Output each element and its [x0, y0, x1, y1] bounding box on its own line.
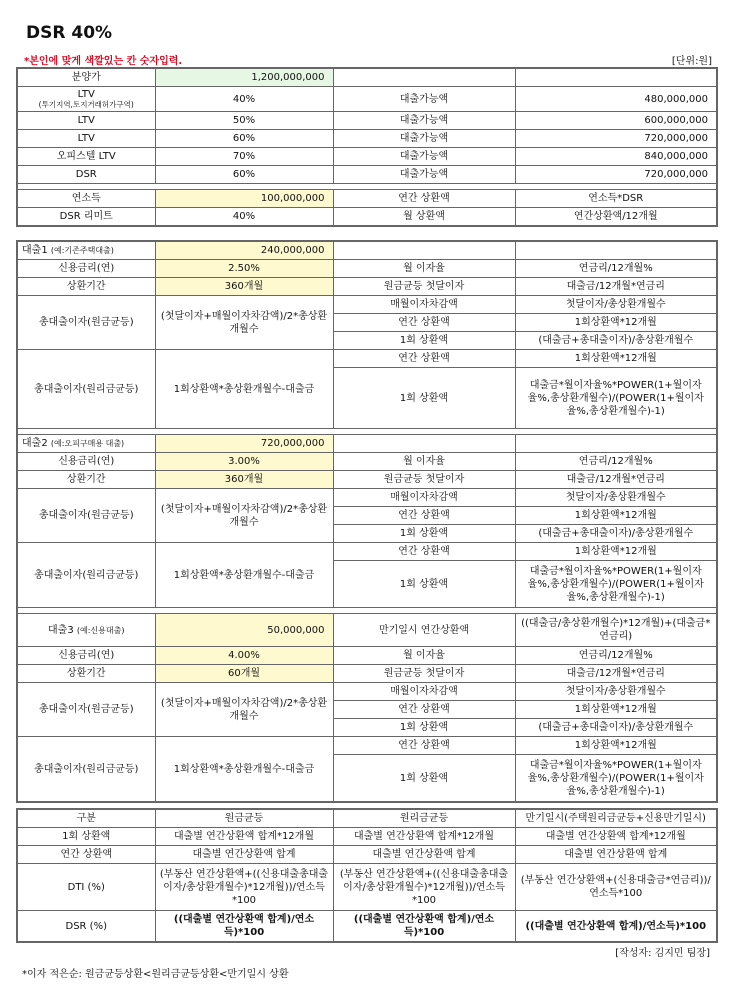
ltv2-key: 대출가능액 [333, 112, 515, 130]
loan1-ea-v2: 대출금*월이자율%*POWER(1+월이자율%,총상환개월수)/(POWER(1+월이자율%,총상환개월수)-1) [515, 368, 717, 429]
ltv3-key: 대출가능액 [333, 130, 515, 148]
unit-label: [단위:원] [671, 56, 712, 67]
author-note: [작성자: 김지민 팀장] [615, 948, 710, 959]
loan3-ea-v1: 1회상환액*12개월 [515, 737, 717, 755]
loan1-sublabel: (예:기존주택대출) [50, 246, 114, 255]
loan2-ea-formula: 1회상환액*총상환개월수-대출금 [155, 543, 333, 608]
summary-header-bullet: 만기일시(주택원리금균등+신용만기일시) [515, 809, 717, 828]
loan3-bullet-formula: ((대출금/총상환개월수)*12개월)+(대출금*연금리) [515, 614, 717, 647]
summary-r1-label: 1회 상환액 [17, 828, 155, 846]
loan1-monthly-rate-key: 월 이자율 [333, 260, 515, 278]
ltv1-value: 480,000,000 [515, 87, 717, 112]
annual-repay-formula: 연소득*DSR [515, 190, 717, 208]
loan2-ep-v3: (대출금+총대출이자)/총상환개월수 [515, 525, 717, 543]
loan1-term-label: 상환기간 [17, 278, 155, 296]
summary-header-category: 구분 [17, 809, 155, 828]
loan1-rate-label: 신용금리(연) [17, 260, 155, 278]
summary-dsr-c3: ((대출별 연간상환액 합계)/연소득)*100 [515, 911, 717, 943]
loan2-rate-input[interactable]: 3.00% [155, 453, 333, 471]
loan3-ep-k2: 연간 상환액 [333, 701, 515, 719]
summary-dti-c3: (부동산 연간상환액+(신용대출금*연금리))/연소득*100 [515, 864, 717, 911]
loan1-label-cell [17, 241, 155, 260]
loan3-amount-input[interactable]: 50,000,000 [155, 614, 333, 647]
loan3-ea-label: 총대출이자(원리금균등) [17, 737, 155, 803]
interest-order-note: *이자 적은순: 원금균등상환<원리금균등상환<만기일시 상환 [22, 969, 289, 980]
loan3-ep-formula: (첫달이자+매월이자차감액)/2*총상환개월수 [155, 683, 333, 737]
loan2-ep-k1: 매월이자차감액 [333, 489, 515, 507]
ltv1-sublabel: (투기지역,토지거래허가구역) [38, 99, 134, 109]
ltv2-rate: 50% [155, 112, 333, 130]
loan3-term-label: 상환기간 [17, 665, 155, 683]
ltv3-value: 720,000,000 [515, 130, 717, 148]
summary-r2-c1: 대출별 연간상환액 합계 [155, 846, 333, 864]
loans-table [16, 240, 718, 803]
loan2-ep-k2: 연간 상환액 [333, 507, 515, 525]
loan2-ep-k3: 1회 상환액 [333, 525, 515, 543]
loan3-ep-v2: 1회상환액*12개월 [515, 701, 717, 719]
loan3-ep-k3: 1회 상환액 [333, 719, 515, 737]
loan2-monthly-rate-formula: 연금리/12개월% [515, 453, 717, 471]
summary-r2-c3: 대출별 연간상환액 합계 [515, 846, 717, 864]
loan3-monthly-rate-key: 월 이자율 [333, 647, 515, 665]
income-input[interactable]: 100,000,000 [155, 190, 333, 208]
loan2-ea-v1: 1회상환액*12개월 [515, 543, 717, 561]
loan2-ea-k1: 연간 상환액 [333, 543, 515, 561]
ltv4-label: 오피스텔 LTV [17, 148, 155, 166]
dsr-label: DSR [17, 166, 155, 184]
loan2-ea-k2: 1회 상환액 [333, 561, 515, 608]
dsr-rate: 60% [155, 166, 333, 184]
summary-dti-label: DTI (%) [17, 864, 155, 911]
dsr-limit-value: 40% [155, 208, 333, 227]
loan1-ep-v1: 첫달이자/총상환개월수 [515, 296, 717, 314]
page-title: DSR 40% [26, 23, 113, 43]
summary-r2-c2: 대출별 연간상환액 합계 [333, 846, 515, 864]
loan1-ep-label: 총대출이자(원금균등) [17, 296, 155, 350]
bunyang-label: 분양가 [17, 68, 155, 87]
loan2-sublabel: (예:오피구매용 대출) [50, 439, 125, 448]
loan3-ea-k1: 연간 상환액 [333, 737, 515, 755]
ltv4-rate: 70% [155, 148, 333, 166]
loan3-ep-v1: 첫달이자/총상환개월수 [515, 683, 717, 701]
loan3-rate-input[interactable]: 4.00% [155, 647, 333, 665]
summary-header-equal-installment: 원리금균등 [333, 809, 515, 828]
loan3-term-input[interactable]: 60개월 [155, 665, 333, 683]
loan2-label-cell [17, 435, 155, 453]
ltv1-label: LTV [77, 88, 95, 100]
loan2-rate-label: 신용금리(연) [17, 453, 155, 471]
ltv4-value: 840,000,000 [515, 148, 717, 166]
monthly-repay-key: 월 상환액 [333, 208, 515, 227]
loan3-ep-v3: (대출금+총대출이자)/총상환개월수 [515, 719, 717, 737]
loan1-first-interest-key: 원금균등 첫달이자 [333, 278, 515, 296]
loan2-label: 대출2 [22, 438, 48, 449]
loan3-ea-k2: 1회 상환액 [333, 755, 515, 803]
ltv2-label: LTV [17, 112, 155, 130]
summary-r2-label: 연간 상환액 [17, 846, 155, 864]
ltv3-rate: 60% [155, 130, 333, 148]
summary-r1-c2: 대출별 연간상환액 합계*12개월 [333, 828, 515, 846]
ltv4-key: 대출가능액 [333, 148, 515, 166]
summary-r1-c3: 대출별 연간상환액 합계*12개월 [515, 828, 717, 846]
loan3-monthly-rate-formula: 연금리/12개월% [515, 647, 717, 665]
loan1-rate-input[interactable]: 2.50% [155, 260, 333, 278]
loan1-monthly-rate-formula: 연금리/12개월% [515, 260, 717, 278]
ltv1-rate: 40% [155, 87, 333, 112]
summary-dsr-c1: ((대출별 연간상환액 합계)/연소득)*100 [155, 911, 333, 943]
loan3-rate-label: 신용금리(연) [17, 647, 155, 665]
monthly-repay-formula: 연간상환액/12개월 [515, 208, 717, 227]
loan3-label-cell [17, 614, 155, 647]
loan2-ea-label: 총대출이자(원리금균등) [17, 543, 155, 608]
loan2-ep-label: 총대출이자(원금균등) [17, 489, 155, 543]
loan1-ep-v2: 1회상환액*12개월 [515, 314, 717, 332]
loan2-first-interest-formula: 대출금/12개월*연금리 [515, 471, 717, 489]
bunyang-input[interactable]: 1,200,000,000 [155, 68, 333, 87]
ltv2-value: 600,000,000 [515, 112, 717, 130]
loan2-first-interest-key: 원금균등 첫달이자 [333, 471, 515, 489]
loan3-bullet-key: 만기일시 연간상환액 [333, 614, 515, 647]
loan3-first-interest-key: 원금균등 첫달이자 [333, 665, 515, 683]
dsr-key: 대출가능액 [333, 166, 515, 184]
summary-r1-c1: 대출별 연간상환액 합계*12개월 [155, 828, 333, 846]
loan1-ep-k3: 1회 상환액 [333, 332, 515, 350]
annual-repay-key: 연간 상환액 [333, 190, 515, 208]
loan1-amount-input[interactable]: 240,000,000 [155, 241, 333, 260]
summary-dti-c1: (부동산 연간상환액+((신용대출총대출이자/총상환개월수)*12개월))/연소득*100 [155, 864, 333, 911]
loan3-ep-k1: 매월이자차감액 [333, 683, 515, 701]
income-label: 연소득 [17, 190, 155, 208]
loan3-ea-formula: 1회상환액*총상환개월수-대출금 [155, 737, 333, 803]
ltv-table [16, 67, 718, 227]
loan1-ea-label: 총대출이자(원리금균등) [17, 350, 155, 429]
loan3-sublabel: (예:신용대출) [76, 625, 125, 635]
loan2-ep-v1: 첫달이자/총상환개월수 [515, 489, 717, 507]
summary-dsr-label: DSR (%) [17, 911, 155, 943]
loan1-ea-formula: 1회상환액*총상환개월수-대출금 [155, 350, 333, 429]
loan2-ep-v2: 1회상환액*12개월 [515, 507, 717, 525]
summary-dsr-c2: ((대출별 연간상환액 합계)/연소득)*100 [333, 911, 515, 943]
loan1-term-input[interactable]: 360개월 [155, 278, 333, 296]
summary-table [16, 808, 718, 943]
loan1-ea-k2: 1회 상환액 [333, 368, 515, 429]
loan3-label: 대출3 [48, 624, 74, 636]
summary-dti-c2: (부동산 연간상환액+((신용대출총대출이자/총상환개월수)*12개월))/연소득*100 [333, 864, 515, 911]
loan3-ea-v2: 대출금*월이자율%*POWER(1+월이자율%,총상환개월수)/(POWER(1+월이자율%,총상환개월수)-1) [515, 755, 717, 803]
input-instruction: *본인에 맞게 색깔있는 칸 숫자입력. [24, 56, 183, 67]
loan1-label: 대출1 [22, 245, 48, 256]
loan2-term-label: 상환기간 [17, 471, 155, 489]
dsr-value: 720,000,000 [515, 166, 717, 184]
ltv1-key: 대출가능액 [333, 87, 515, 112]
dsr-limit-label: DSR 리미트 [17, 208, 155, 227]
loan2-ea-v2: 대출금*월이자율%*POWER(1+월이자율%,총상환개월수)/(POWER(1+월이자율%,총상환개월수)-1) [515, 561, 717, 608]
loan1-ep-k1: 매월이자차감액 [333, 296, 515, 314]
loan3-ep-label: 총대출이자(원금균등) [17, 683, 155, 737]
loan1-first-interest-formula: 대출금/12개월*연금리 [515, 278, 717, 296]
loan2-ep-formula: (첫달이자+매월이자차감액)/2*총상환개월수 [155, 489, 333, 543]
loan1-ep-v3: (대출금+총대출이자)/총상환개월수 [515, 332, 717, 350]
loan3-first-interest-formula: 대출금/12개월*연금리 [515, 665, 717, 683]
loan1-ea-v1: 1회상환액*12개월 [515, 350, 717, 368]
ltv3-label: LTV [17, 130, 155, 148]
loan1-ep-formula: (첫달이자+매월이자차감액)/2*총상환개월수 [155, 296, 333, 350]
loan2-amount-input[interactable]: 720,000,000 [155, 435, 333, 453]
loan2-term-input[interactable]: 360개월 [155, 471, 333, 489]
loan1-ep-k2: 연간 상환액 [333, 314, 515, 332]
summary-header-equal-principal: 원금균등 [155, 809, 333, 828]
ltv1-label-cell [17, 87, 155, 112]
loan2-monthly-rate-key: 월 이자율 [333, 453, 515, 471]
loan1-ea-k1: 연간 상환액 [333, 350, 515, 368]
